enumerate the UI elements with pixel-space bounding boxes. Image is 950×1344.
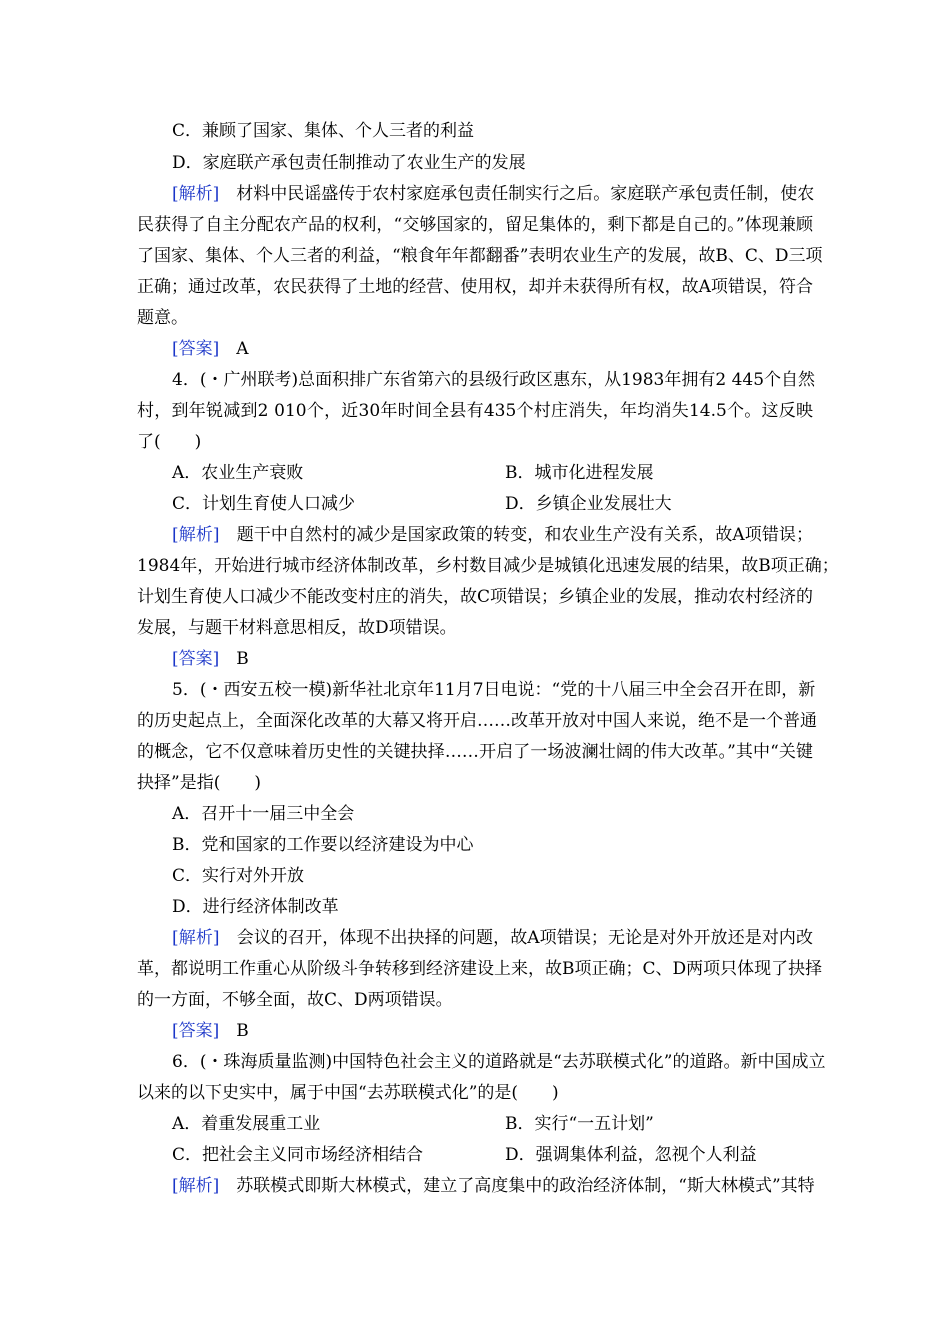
- analysis-tag: [解析]: [172, 928, 220, 948]
- q4-option-d: D．乡镇企业发展壮大: [505, 494, 672, 514]
- q4-stem-line-1: 4．(・广州联考)总面积排广东省第六的县级行政区惠东，从1983年拥有2 445个自然: [172, 370, 816, 390]
- q6-stem-line-2: 以来的以下史实中，属于中国“去苏联模式化”的是( ): [137, 1083, 559, 1103]
- q5-analysis-line-3: 的一方面，不够全面，故C、D两项错误。: [137, 990, 453, 1010]
- q5-answer: [172, 1020, 249, 1042]
- answer-value: A: [236, 339, 249, 359]
- q4-stem-line-2: 村，到年锐减到2 010个，近30年时间全县有435个村庄消失，年均消失14.5个。这反映: [137, 401, 813, 421]
- q5-option-b: B．党和国家的工作要以经济建设为中心: [172, 835, 474, 855]
- q5-analysis-line-2: 革，都说明工作重心从阶级斗争转移到经济建设上来，故B项正确；C、D两项只体现了抉择: [137, 959, 823, 979]
- q3-analysis-line-3: 了国家、集体、个人三者的利益，“粮食年年都翻番”表明农业生产的发展，故B、C、D三项: [137, 246, 823, 266]
- answer-tag: [答案]: [172, 339, 220, 359]
- q3-analysis-line-2: 民获得了自主分配农产品的权利，“交够国家的，留足集体的，剩下都是自己的。”体现兼顾: [137, 215, 813, 235]
- q3-analysis-line-4: 正确；通过改革，农民获得了土地的经营、使用权，却并未获得所有权，故A项错误，符合: [137, 277, 813, 297]
- q4-analysis-line-2: 1984年，开始进行城市经济体制改革，乡村数目减少是城镇化迅速发展的结果，故B项正确；: [137, 556, 839, 576]
- q6-analysis-line-1: [解析] 苏联模式即斯大林模式，建立了高度集中的政治经济体制，“斯大林模式”其特: [172, 1176, 815, 1196]
- q5-option-d: D．进行经济体制改革: [172, 897, 339, 917]
- q5-option-c: C．实行对外开放: [172, 866, 305, 886]
- q5-stem-line-1: 5．(・西安五校一模)新华社北京年11月7日电说：“党的十八届三中全会召开在即，新: [172, 680, 816, 700]
- q4-analysis-line-1: [解析] 题干中自然村的减少是国家政策的转变，和农业生产没有关系，故A项错误；: [172, 525, 814, 545]
- q4-option-c: C．计划生育使人口减少: [172, 494, 356, 514]
- q6-option-b: B．实行“一五计划”: [505, 1114, 654, 1134]
- q4-answer: [172, 648, 249, 670]
- q5-stem-line-3: 的概念，它不仅意味着历史性的关键抉择……开启了一场波澜壮阔的伟大改革。”其中“关键: [137, 742, 813, 762]
- q4-option-a: A．农业生产衰败: [172, 463, 304, 483]
- answer-value: B: [236, 649, 249, 669]
- q4-analysis-line-4: 发展，与题干材料意思相反，故D项错误。: [137, 618, 457, 638]
- q6-option-d: D．强调集体利益，忽视个人利益: [505, 1145, 757, 1165]
- q3-answer: [172, 338, 249, 360]
- q5-stem-line-4: 抉择”是指( ): [137, 773, 261, 793]
- q5-stem-line-2: 的历史起点上，全面深化改革的大幕又将开启……改革开放对中国人来说，绝不是一个普通: [137, 711, 817, 731]
- answer-tag: [答案]: [172, 649, 220, 669]
- q6-option-a: A．着重发展重工业: [172, 1114, 321, 1134]
- q4-option-b: B．城市化进程发展: [505, 463, 654, 483]
- q6-option-c: C．把社会主义同市场经济相结合: [172, 1145, 424, 1165]
- q3-option-c: C．兼顾了国家、集体、个人三者的利益: [172, 121, 475, 141]
- q3-analysis-line-5: 题意。: [137, 308, 188, 328]
- analysis-tag: [解析]: [172, 525, 220, 545]
- analysis-tag: [解析]: [172, 184, 220, 204]
- q4-stem-line-3: 了( ): [137, 432, 202, 452]
- answer-value: B: [236, 1021, 249, 1041]
- analysis-tag: [解析]: [172, 1176, 220, 1196]
- answer-tag: [答案]: [172, 1021, 220, 1041]
- q5-analysis-line-1: [解析] 会议的召开，体现不出抉择的问题，故A项错误；无论是对外开放还是对内改: [172, 928, 814, 948]
- q4-analysis-line-3: 计划生育使人口减少不能改变村庄的消失，故C项错误；乡镇企业的发展，推动农村经济的: [137, 587, 814, 607]
- q5-option-a: A．召开十一届三中全会: [172, 804, 355, 824]
- q3-option-d: D．家庭联产承包责任制推动了农业生产的发展: [172, 153, 526, 173]
- q6-stem-line-1: 6．(・珠海质量监测)中国特色社会主义的道路就是“去苏联模式化”的道路。新中国成立: [172, 1052, 826, 1072]
- q3-analysis-line-1: [解析] 材料中民谣盛传于农村家庭承包责任制实行之后。家庭联产承包责任制，使农: [172, 184, 815, 204]
